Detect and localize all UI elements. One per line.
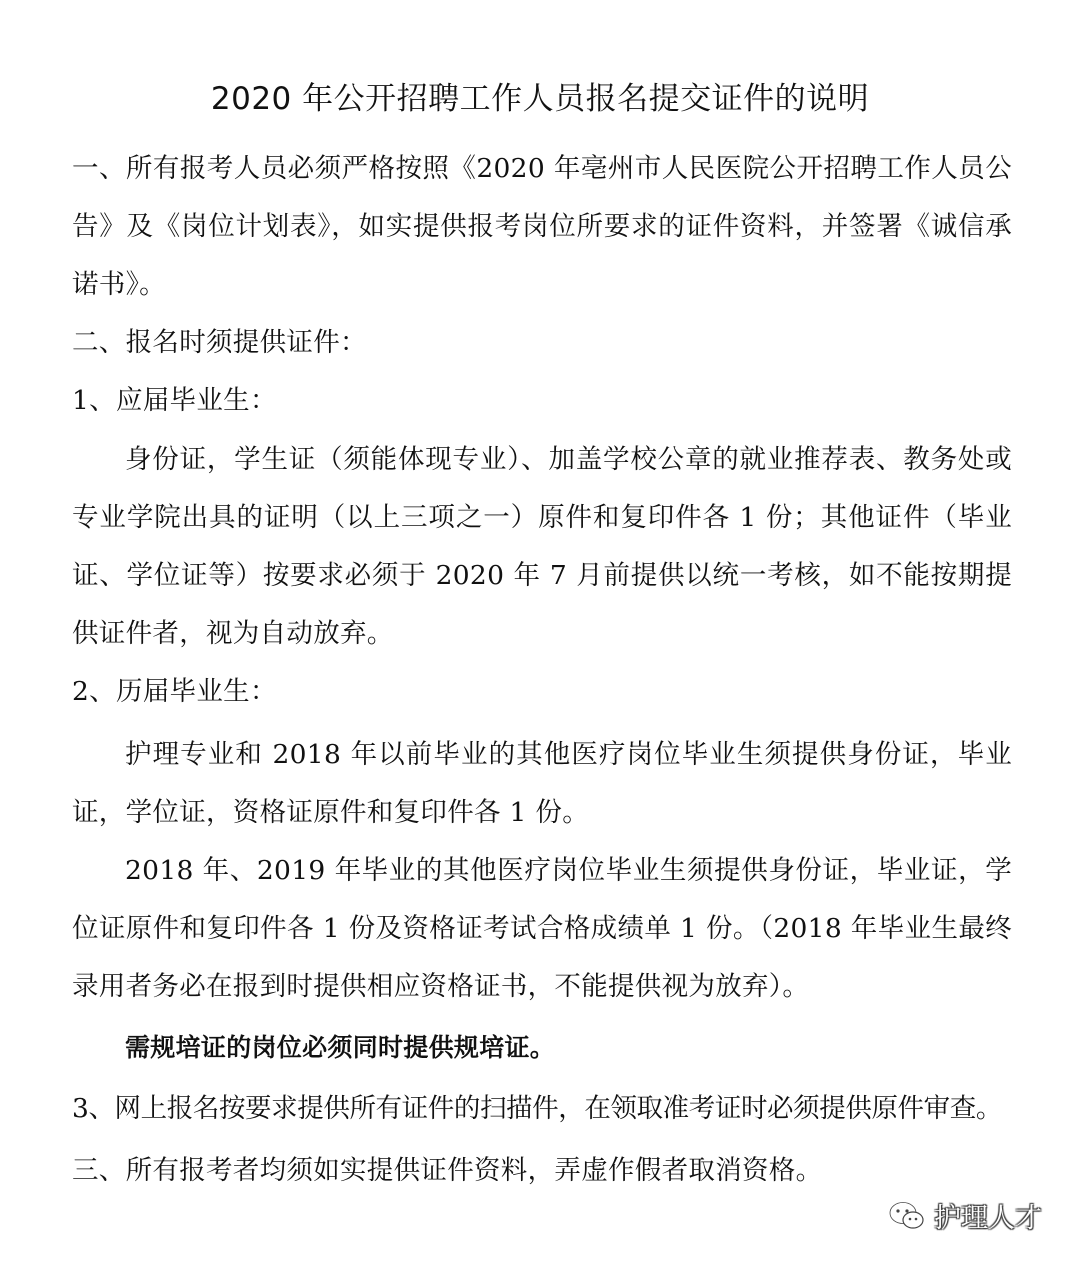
paragraph-training-certificate-note: 需规培证的岗位必须同时提供规培证。: [125, 1033, 556, 1062]
paragraph-past-graduates-body-1: 护理专业和 2018 年以前毕业的其他医疗岗位毕业生须提供身份证，毕业证，学位证，资格证原件和复印件各 1 份。: [72, 739, 1012, 828]
watermark: [888, 1196, 1042, 1235]
paragraph-item-3: 3、网上报名按要求提供所有证件的扫描件，在领取准考证时必须提供原件审查。: [72, 1093, 1002, 1124]
paragraph-section-2-heading: 二、报名时须提供证件：: [72, 327, 367, 358]
paragraph-fresh-graduates-body: 身份证，学生证（须能体现专业）、加盖学校公章的就业推荐表、教务处或专业学院出具的证明（以上三项之一）原件和复印件各 1 份；其他证件（毕业证、学位证等）按要求必须于 2020 年 7 月前提供以统一考核，如不能按期提供证件者，视为自动放弃。: [72, 444, 1012, 649]
watermark-text: 护理人才: [934, 1203, 1042, 1234]
paragraph-section-1: 一、所有报考人员必须严格按照《2020 年亳州市人民医院公开招聘工作人员公告》及《岗位计划表》，如实提供报考岗位所要求的证件资料，并签署《诚信承诺书》。: [72, 153, 1012, 300]
document-title: 2020 年公开招聘工作人员报名提交证件的说明: [210, 81, 870, 117]
wechat-icon: [888, 1200, 926, 1232]
paragraph-fresh-graduates-heading: 1、应届毕业生：: [72, 385, 277, 416]
paragraph-past-graduates-body-2: 2018 年、2019 年毕业的其他医疗岗位毕业生须提供身份证，毕业证，学位证原件和复印件各 1 份及资格证考试合格成绩单 1 份。（2018 年毕业生最终录用者务必在报到时提供相应资格证书，不能提供视为放弃）。: [72, 855, 1012, 1002]
paragraph-section-3: 三、所有报考者均须如实提供证件资料，弄虚作假者取消资格。: [72, 1155, 823, 1186]
paragraph-past-graduates-heading: 2、历届毕业生：: [72, 676, 277, 707]
